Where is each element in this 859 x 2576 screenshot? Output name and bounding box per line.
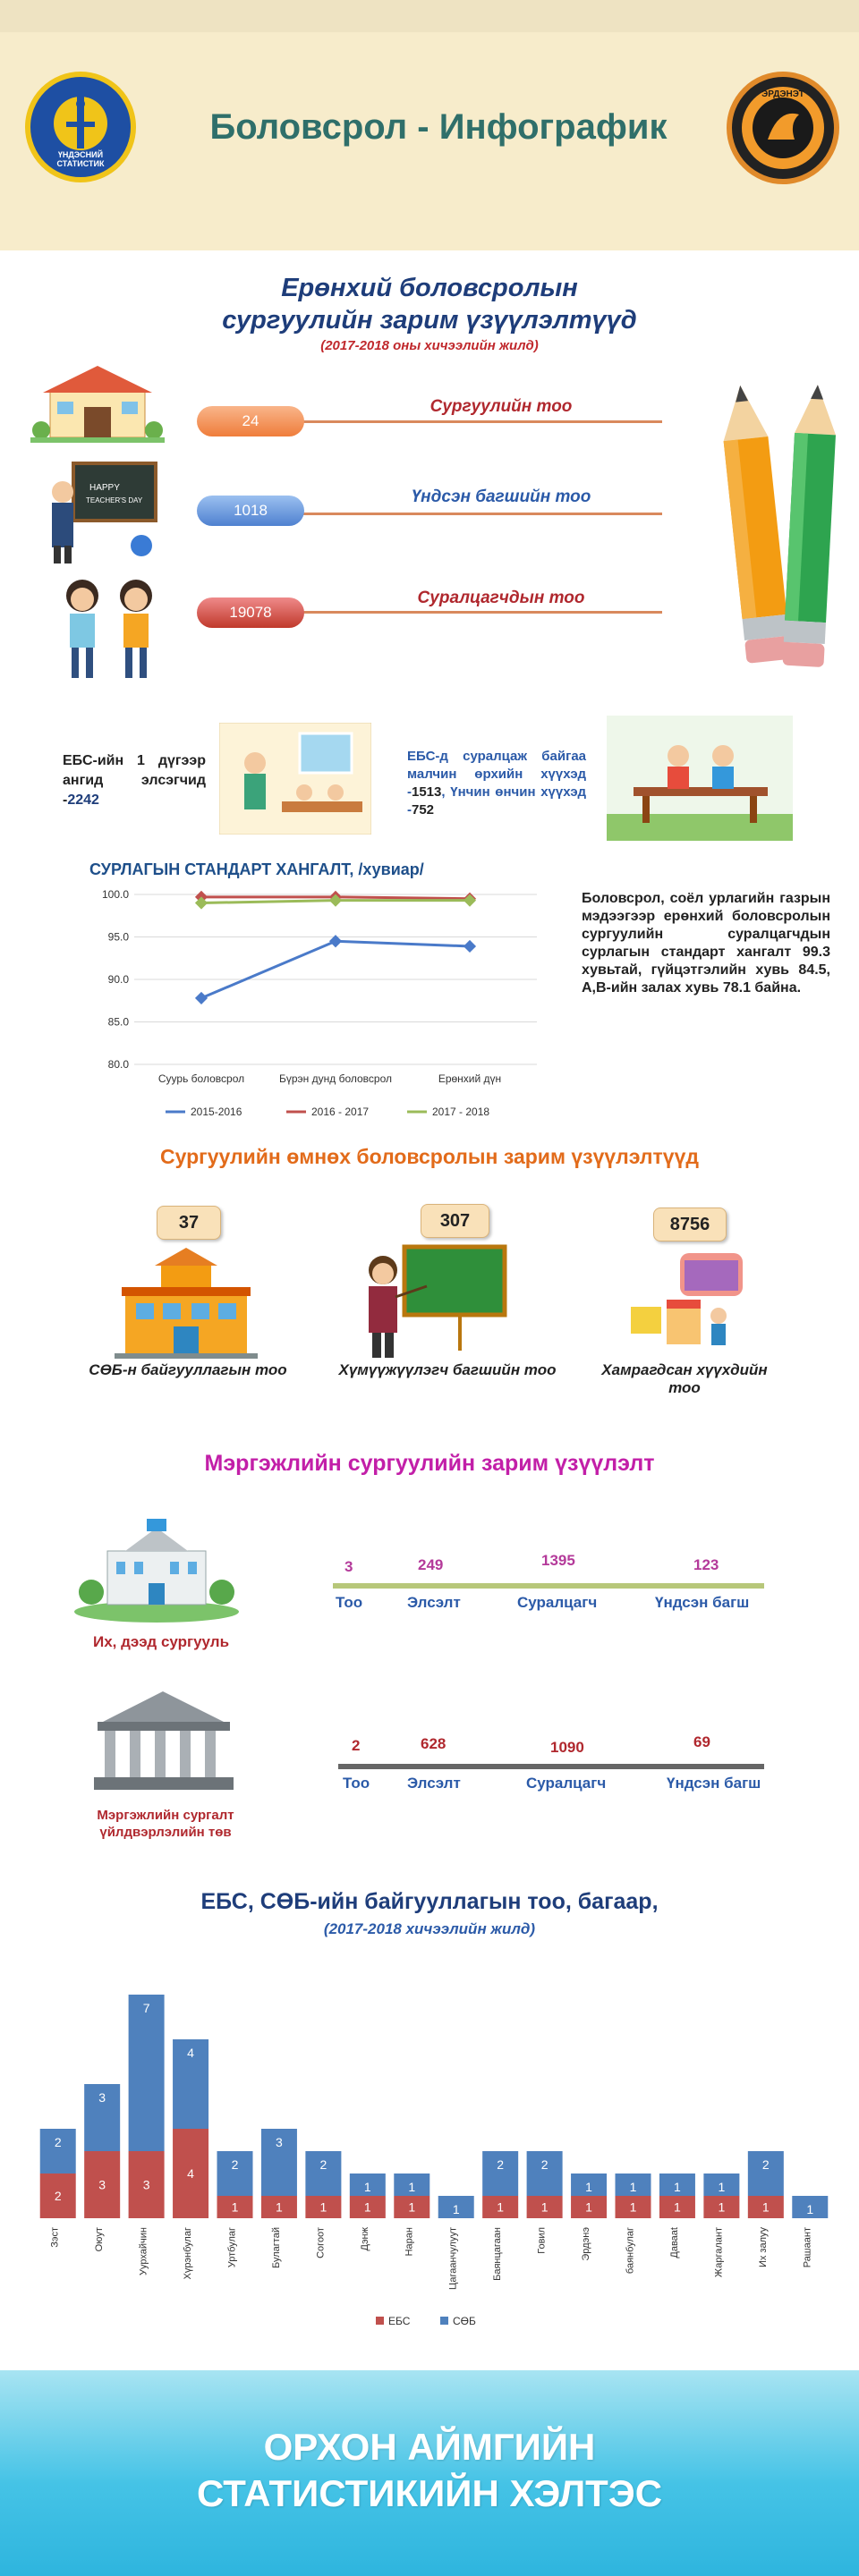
preschool-title: Сургуулийн өмнөх боловсролын зарим үзүүлэлтүүд	[160, 1145, 699, 1168]
university-label-students: Суралцагч	[517, 1594, 598, 1611]
x-tick-label: Бүрэн дунд боловсрол	[278, 1072, 393, 1085]
bar-label-sob: 3	[276, 2135, 283, 2149]
y-tick-label: 95.0	[107, 930, 129, 944]
bar-label-ebs: 1	[718, 2199, 726, 2215]
x-category-label: Уртбулаг	[226, 2227, 238, 2268]
stat-line-teachers	[286, 513, 662, 515]
classroom-icon	[219, 723, 371, 835]
x-category-label: Дэнж	[359, 2227, 370, 2251]
grade1-fact	[63, 751, 206, 810]
university-value-teachers: 123	[693, 1556, 719, 1573]
x-category-label: Рашаант	[802, 2227, 813, 2268]
university-value-students: 1395	[541, 1552, 575, 1569]
bar-label-sob: 2	[497, 2157, 505, 2172]
bar-label-ebs: 1	[408, 2199, 416, 2215]
svg-text:TEACHER'S DAY: TEACHER'S DAY	[86, 496, 143, 504]
y-tick-label: 100.0	[101, 888, 129, 901]
y-tick-label: 80.0	[107, 1058, 129, 1071]
series-line	[201, 941, 470, 998]
teacher-blackboard-icon	[45, 456, 161, 568]
x-category-label: баянбулаг	[625, 2227, 636, 2275]
bar-chart	[18, 1968, 846, 2343]
vocational-label-enroll: Элсэлт	[407, 1775, 461, 1792]
stat-label-schools: Сургуулийн тоо	[430, 397, 573, 416]
vocational-label-students: Суралцагч	[526, 1775, 607, 1792]
university-value-count: 3	[344, 1558, 353, 1575]
bar-label-sob: 1	[585, 2180, 592, 2194]
bar-label-sob: 1	[452, 2202, 460, 2216]
university-building-icon	[72, 1512, 242, 1623]
page-title: Боловсрол - Инфографик	[209, 107, 668, 147]
bar-label-ebs: 3	[98, 2177, 106, 2192]
x-category-label: Наран	[404, 2227, 415, 2257]
preschool-badge-orgs: 37	[157, 1206, 221, 1240]
stat-pill-teachers: 1018	[197, 496, 304, 526]
herder-prefix: ЕБС-д суралцаж байгаа малчин өрхийн хүүхэд -	[407, 749, 586, 800]
stat-line-schools	[286, 420, 662, 423]
bar-label-sob: 2	[319, 2157, 327, 2172]
bar-label-sob: 1	[806, 2202, 814, 2216]
bar-label-sob: 2	[54, 2135, 62, 2149]
bar-chart-title: ЕБС, СӨБ-ийн байгууллагын тоо, багаар,	[200, 1889, 659, 1914]
grade1-prefix: ЕБС-ийн 1 дүгээр ангид элсэгчид -	[63, 753, 206, 808]
stat-pill-schools: 24	[197, 406, 304, 436]
stat-label-teachers: Үндсэн багшийн тоо	[411, 487, 591, 506]
stat-pill-students: 19078	[197, 597, 304, 628]
erdenet-logo	[727, 72, 839, 184]
x-category-label: Оюут	[94, 2227, 106, 2252]
bar-label-sob: 3	[98, 2090, 106, 2105]
line-chart-title: СУРЛАГЫН СТАНДАРТ ХАНГАЛТ, /хувиар/	[89, 860, 424, 878]
preschool-label-orgs: СӨБ-н байгууллагын тоо	[89, 1361, 287, 1378]
bar-label-sob: 1	[363, 2180, 371, 2194]
bar-label-sob: 2	[540, 2157, 549, 2172]
x-tick-label: Суурь боловсрол	[157, 1072, 245, 1085]
bar-label-ebs: 1	[761, 2199, 770, 2215]
university-label-enroll: Элсэлт	[407, 1594, 461, 1611]
x-category-label: Согоот	[315, 2227, 327, 2258]
bar-label-ebs: 1	[540, 2199, 549, 2215]
preschool-badge-children: 8756	[653, 1208, 727, 1241]
bar-label-ebs: 3	[142, 2177, 150, 2192]
bar-chart-subtitle: (2017-2018 хичээлийн жилд)	[323, 1920, 536, 1937]
university-divider	[333, 1583, 764, 1589]
legend-label-ebs: ЕБС	[388, 2315, 411, 2327]
header-top-strip	[0, 0, 859, 32]
bar-label-ebs: 2	[54, 2189, 62, 2203]
vocational-center-caption: Мэргэжлийн сургалт үйлдвэрлэлийн төв	[97, 1808, 234, 1840]
x-category-label: Булагтай	[270, 2227, 282, 2268]
legend-label: 2015-2016	[191, 1106, 242, 1118]
bar-label-sob: 4	[187, 2046, 194, 2060]
bar-label-ebs: 1	[319, 2199, 327, 2215]
herder-mid: , Үнчин өнчин хүүхэд -	[407, 784, 586, 818]
herder-value: 1513	[412, 784, 442, 800]
bar-label-ebs: 1	[231, 2199, 239, 2215]
x-category-label: Жаргалант	[713, 2227, 725, 2278]
right-logo-text: ЭРДЭНЭТ	[761, 89, 804, 99]
x-category-label: Уурхайчин	[138, 2227, 149, 2275]
line-chart-paragraph: Боловсрол, соёл урлагийн газрын мэдээгээр ерөнхий боловсролын сургуулийн суралцагчдын сурлагын стандарт хангалт 99.3 хувьтай, гүйцэтгэлийн хувь 84.5, А,В-ийн залах хувь 78.1 байна.	[582, 891, 830, 996]
line-chart	[89, 881, 555, 1127]
bar-label-sob: 7	[142, 2001, 150, 2015]
vocational-divider	[338, 1764, 764, 1769]
legend-label: 2017 - 2018	[432, 1106, 490, 1118]
general-subtitle: (2017-2018 оны хичээлийн жилд)	[320, 338, 539, 353]
bar-label-ebs: 1	[585, 2199, 592, 2215]
x-category-label: Зэст	[49, 2227, 61, 2248]
stat-line-students	[286, 611, 662, 614]
students-icon	[54, 572, 166, 684]
bar-label-sob: 2	[231, 2157, 239, 2172]
general-title-line2: сургуулийн зарим үзүүлэлтүүд	[222, 306, 637, 335]
bar-label-sob: 1	[718, 2180, 726, 2194]
y-tick-label: 90.0	[107, 973, 129, 986]
vocational-title: Мэргэжлийн сургуулийн зарим үзүүлэлт	[204, 1451, 655, 1476]
grade1-value: 2242	[67, 792, 99, 808]
legend-label-sob: СӨБ	[453, 2315, 476, 2327]
bar-label-sob: 1	[408, 2180, 416, 2194]
vocational-value-teachers: 69	[693, 1733, 710, 1750]
university-caption: Их, дээд сургууль	[92, 1633, 230, 1650]
x-category-label: Цагаанчулуут	[447, 2227, 459, 2291]
orphan-value: 752	[412, 802, 435, 818]
vocational-value-enroll: 628	[421, 1735, 447, 1752]
national-statistics-logo	[25, 72, 136, 182]
bar-sob	[129, 1995, 165, 2151]
footer-line1: ОРХОН АЙМГИЙН	[263, 2426, 596, 2468]
bar-label-sob: 2	[761, 2157, 770, 2172]
bar-label-ebs: 1	[363, 2199, 371, 2215]
x-category-label: Говил	[536, 2227, 548, 2254]
preschool-label-children: Хамрагдсан хүүхдийн тоо	[601, 1361, 768, 1396]
herder-fact	[407, 748, 586, 819]
legend-swatch-ebs	[376, 2317, 384, 2325]
x-category-label: Их залуу	[757, 2227, 769, 2268]
footer-title	[0, 2424, 859, 2517]
vocational-label-teachers: Үндсэн багш	[667, 1775, 761, 1792]
data-point	[195, 992, 208, 1004]
bar-label-sob: 1	[674, 2180, 681, 2194]
y-tick-label: 85.0	[107, 1015, 129, 1029]
vocational-value-students: 1090	[550, 1739, 584, 1756]
x-category-label: Баянцагаан	[492, 2227, 504, 2281]
bar-label-ebs: 1	[629, 2199, 637, 2215]
bar-label-ebs: 1	[674, 2199, 681, 2215]
preschool-label-teachers: Хүмүүжүүлэгч багшийн тоо	[338, 1361, 557, 1378]
x-tick-label: Ерөнхий дүн	[438, 1072, 502, 1085]
x-category-label: Эрдэнэ	[581, 2227, 592, 2261]
bar-label-ebs: 1	[497, 2199, 505, 2215]
university-label-count: Тоо	[336, 1594, 363, 1611]
data-point	[464, 894, 476, 907]
general-title-line1: Ерөнхий боловсролын	[281, 274, 578, 302]
svg-text:HAPPY: HAPPY	[89, 483, 120, 493]
data-point	[464, 940, 476, 953]
x-category-label: Давааt	[668, 2227, 680, 2258]
bar-label-ebs: 4	[187, 2166, 194, 2181]
preschool-badge-teachers: 307	[421, 1204, 489, 1238]
children-bench-icon	[607, 716, 793, 841]
pencils-icon	[716, 385, 841, 680]
university-value-enroll: 249	[418, 1556, 444, 1573]
vocational-center-icon	[85, 1686, 242, 1793]
playground-icon	[631, 1248, 752, 1351]
kindergarten-building-icon	[115, 1248, 258, 1360]
x-category-label: Хүрэнбулаг	[183, 2227, 194, 2280]
bar-label-ebs: 1	[276, 2199, 283, 2215]
school-building-icon	[30, 362, 165, 447]
vocational-value-count: 2	[352, 1737, 361, 1754]
left-logo-text: ҮНДЭСНИЙ СТАТИСТИК	[56, 150, 105, 168]
vocational-label-count: Тоо	[343, 1775, 370, 1792]
legend-swatch-sob	[440, 2317, 448, 2325]
footer-line2: СТАТИСТИКИЙН ХЭЛТЭС	[196, 2472, 663, 2514]
teacher-board-icon	[351, 1240, 512, 1360]
bar-label-sob: 1	[629, 2180, 637, 2194]
legend-label: 2016 - 2017	[311, 1106, 370, 1118]
stat-label-students: Суралцагчдын тоо	[417, 589, 585, 607]
university-label-teachers: Үндсэн багш	[655, 1594, 750, 1611]
